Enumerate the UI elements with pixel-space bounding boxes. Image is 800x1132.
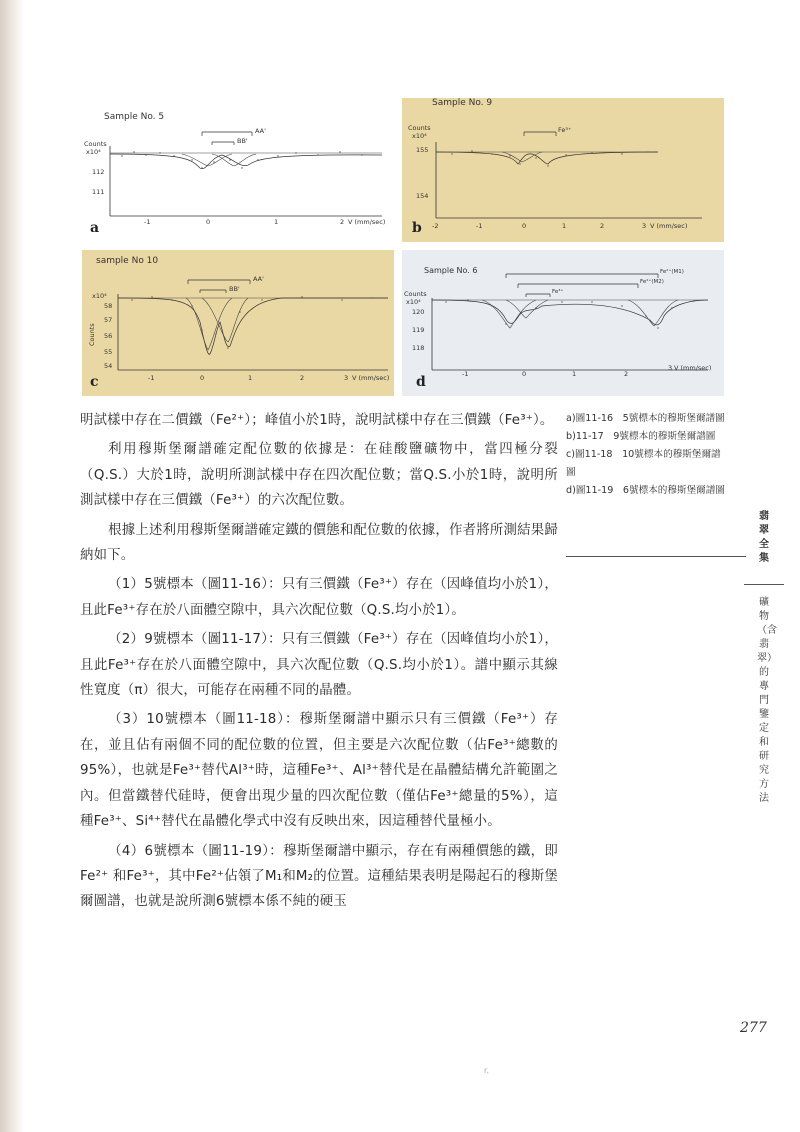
figure-b-xunit: V (mm/sec) [650,222,688,230]
figure-b-title: Sample No. 9 [432,98,493,108]
figure-d-xunit: V (mm/sec) [674,364,712,372]
figure-b-label: b [412,220,422,236]
figure-b-xtick-6: 3 [642,222,647,230]
figure-d-ytick-1: 120 [412,308,425,316]
page-number: 277 [740,1020,767,1036]
figure-d-label: d [416,374,426,390]
figure-b-ytick-1: 155 [416,146,429,154]
spectrum-b-plot [402,98,724,242]
body-text [80,408,558,919]
figure-a-legend-2: BB' [237,137,248,145]
figure-a-label: a [90,220,100,236]
figure-c-xtick-3: 1 [248,374,253,382]
figure-a-xtick-4: 2 [340,218,345,226]
figure-d-ylabel: Counts [404,290,427,298]
figure-b-ytick-2: 154 [416,192,429,200]
figure-d-ytick-2: 119 [412,326,425,334]
side-divider [744,584,784,585]
chapter-title: 礦物（含翡翠）的專門鑒定和研究方法 [757,597,777,804]
body-paragraph-2: 利用穆斯堡爾譜確定配位數的依據是：在硅酸鹽礦物中，當四極分裂（Q.S.）大於1時，說明所測試樣中存在四次配位數；當Q.S.小於1時，說明所測試樣中存在三價鐵（Fe³⁺）的六次配位數。 [80,442,558,509]
caption-d: d)圖11-19 6號標本的穆斯堡爾譜圖 [566,485,725,496]
figure-b-yexp: x10⁴ [412,132,427,140]
figure-d-yexp: x10⁴ [406,298,421,306]
series-title: 翡翠全集 [759,511,769,564]
body-paragraph-5: （2）9號標本（圖11-17）：只有三價鐵（Fe³⁺）存在（因峰值均小於1），且此Fe³⁺存在於八面體空隙中，具六次配位數（Q.S.均小於1）。譜中顯示其線性寬度（π）很大，可能存在兩種不同的晶體。 [80,632,558,699]
figure-a-ylabel: Counts [84,140,107,148]
figure-d-xtick-3: 1 [572,370,577,378]
figure-c-yexp: x10⁴ [92,292,107,300]
caption-a: a)圖11-16 5號標本的穆斯堡爾譜圖 [566,413,725,424]
figure-a-xtick-3: 1 [274,218,279,226]
figure-a-xtick-1: -1 [144,218,151,226]
figure-c-yaxis-label: Counts [88,323,96,346]
figure-a-yexp: x10⁴ [86,148,101,156]
figure-c-ytick-3: 56 [104,332,113,340]
figure-panel-b [402,98,724,242]
figure-c-legend-1: AA' [253,275,264,283]
figure-b-ylabel: Counts [408,124,431,132]
figure-c-xtick-4: 2 [300,374,305,382]
caption-c: c)圖11-18 10號標本的穆斯堡爾譜圖 [566,449,721,478]
figure-d-legend-2: Fe²⁺(M2) [640,279,664,285]
figure-b-xtick-3: 0 [522,222,527,230]
caption-divider [566,556,746,557]
figure-a-ytick-1: 112 [92,168,105,176]
figure-c-xunit: V (mm/sec) [352,374,390,382]
figure-c-xtick-1: -1 [148,374,155,382]
figure-a-xunit: V (mm/sec) [348,218,386,226]
figure-b-xtick-4: 1 [562,222,567,230]
body-paragraph-1: 明試樣中存在二價鐵（Fe²⁺）；峰值小於1時，說明試樣中存在三價鐵（Fe³⁺）。 [80,413,554,428]
figure-a-legend-1: AA' [255,127,266,135]
figure-b-xtick-5: 2 [600,222,605,230]
figure-b-xtick-1: -2 [432,222,439,230]
figure-a-title: Sample No. 5 [104,112,165,122]
body-paragraph-7: （4）6號標本（圖11-19）：穆斯堡爾譜中顯示，存在有兩種價態的鐵，即Fe²⁺ 和Fe³⁺，其中Fe²⁺佔領了M₁和M₂的位置。這種結果表明是陽起石的穆斯堡爾圖譜，也就是說所測6號標本係不純的硬玉 [80,843,558,910]
figure-c-ytick-1: 58 [104,302,113,310]
figure-panel-c [82,250,394,396]
figure-panel-d [402,250,724,396]
book-spine-shadow [0,0,24,1132]
figure-a-xtick-2: 0 [206,218,211,226]
figure-c-ytick-4: 55 [104,348,113,356]
figure-c-legend-2: BB' [229,285,240,293]
footer-mark: r. [484,1066,490,1075]
figure-c-xtick-5: 3 [344,374,349,382]
figure-captions [566,410,726,500]
figure-d-xtick-2: 0 [522,370,527,378]
figure-c-ytick-5: 54 [104,362,113,370]
figure-panel-a [82,98,394,242]
figure-c-title: sample No 10 [96,256,159,266]
figure-d-legend-1: Fe²⁺(M1) [660,269,684,275]
figure-b-xtick-2: -1 [476,222,483,230]
figure-c-label: c [90,374,99,390]
figure-d-xtick-4: 2 [624,370,629,378]
figure-b-legend-1: Fe³⁺ [558,126,572,134]
body-paragraph-6: （3）10號標本（圖11-18）：穆斯堡爾譜中顯示只有三價鐵（Fe³⁺）存在，並且佔有兩個不同的配位數的位置，但主要是六次配位數（佔Fe³⁺總數的95%），也就是Fe³⁺替代Al³⁺時，這種Fe³⁺、Al³⁺替代是在晶體結構允許範圍之內。但當鐵替代硅時，便會出現少量的四次配位數（僅佔Fe³⁺總量的5%），這種Fe³⁺、Si⁴⁺替代在晶體化學式中沒有反映出來，因這種替代量極小。 [80,712,558,830]
figure-a-ytick-2: 111 [92,188,105,196]
figure-c-xtick-2: 0 [200,374,205,382]
figure-d-xtick-1: -1 [462,370,469,378]
figure-d-title: Sample No. 6 [424,266,478,275]
caption-b: b)11-17 9號標本的穆斯堡爾譜圖 [566,431,716,442]
figure-d-xtick-5: 3 [668,364,673,372]
figure-c-ytick-2: 57 [104,316,113,324]
figure-d-legend-3: Fe³⁺ [552,289,564,295]
figure-d-ytick-3: 118 [412,344,425,352]
body-paragraph-4: （1）5號標本（圖11-16）：只有三價鐵（Fe³⁺）存在（因峰值均小於1），且此Fe³⁺存在於八面體空隙中，具六次配位數（Q.S.均小於1）。 [80,577,558,618]
body-paragraph-3: 根據上述利用穆斯堡爾譜確定鐵的價態和配位數的依據，作者將所測結果歸納如下。 [80,522,558,564]
